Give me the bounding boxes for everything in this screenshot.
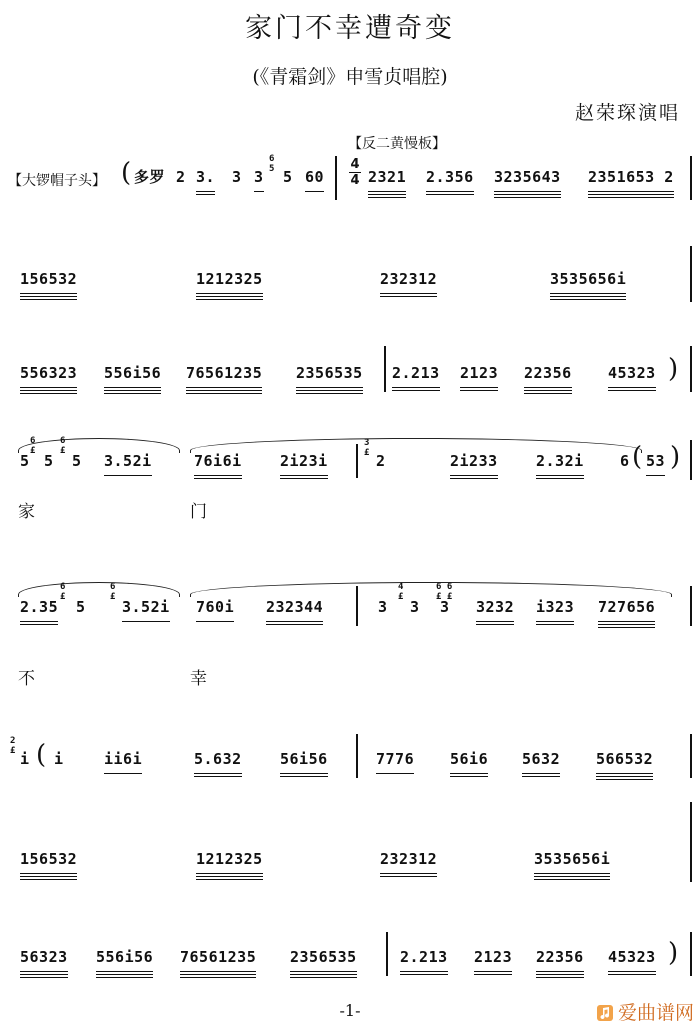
score-title: 家门不幸遭奇变 — [245, 13, 455, 44]
note-group: 56i6 — [450, 742, 488, 776]
note-group: 232312 — [380, 842, 437, 876]
bar-line — [690, 246, 692, 302]
bar-line — [384, 346, 386, 392]
note-group: 76561235 — [186, 356, 262, 390]
score-line-4 — [0, 436, 700, 504]
note-group: 5 — [72, 452, 82, 470]
note-group: 2 — [376, 452, 386, 470]
note-group: 5632 — [522, 742, 560, 776]
intro-label: 【大锣帽子头】 — [8, 173, 106, 189]
open-paren: ( — [121, 158, 132, 188]
note-group: 3.52i — [104, 444, 152, 478]
grace-note: 6 6 £ £ — [436, 582, 453, 602]
bar-line — [690, 440, 692, 480]
lyric-char: 不 — [18, 669, 35, 689]
note-group: 556323 — [20, 356, 77, 390]
score-line-5 — [0, 582, 700, 650]
grace-note: 6 5 — [269, 154, 275, 174]
note-group: 556i56 — [104, 356, 161, 390]
note-group: 76i6i — [194, 444, 242, 478]
note-group: 2356535 — [296, 356, 363, 390]
note-group: 2i233 — [450, 444, 498, 478]
note-group: 3235643 — [494, 160, 561, 194]
site-watermark — [596, 998, 694, 1025]
lyric-char: 门 — [190, 502, 207, 522]
note-group: 45323 — [608, 356, 656, 390]
note-group: 566532 — [596, 742, 653, 776]
note-group: 2123 — [460, 356, 498, 390]
note-group: 53 — [646, 444, 665, 478]
score-subtitle: (《青霜剑》申雪贞唱腔) — [252, 66, 448, 88]
note-group: 5 — [283, 168, 293, 186]
note-group: 232344 — [266, 590, 323, 624]
watermark-text: 爱曲谱网 — [617, 1002, 694, 1024]
bar-line — [386, 932, 388, 976]
bar-line — [356, 444, 358, 478]
note-group: 760i — [196, 590, 234, 624]
note-group: 1212325 — [196, 842, 263, 876]
note-group: 6 — [620, 452, 630, 470]
note-group: 2356535 — [290, 940, 357, 974]
note-group: 156532 — [20, 842, 77, 876]
note-group: 3 — [254, 160, 264, 194]
note-group: 2.213 — [392, 356, 440, 390]
note-group: 3 — [440, 598, 450, 616]
note-group: 56323 — [20, 940, 68, 974]
close-paren: ) — [668, 938, 679, 968]
note-group: 5 — [76, 598, 86, 616]
grace-note: 6 £ — [60, 582, 66, 602]
lyric-char: 家 — [18, 502, 35, 522]
note-group: 7776 — [376, 742, 414, 776]
note-group: 2123 — [474, 940, 512, 974]
bar-line — [690, 932, 692, 976]
note-group: 3 — [410, 598, 420, 616]
score-line-3 — [0, 356, 700, 416]
note-group: 2351653 2 — [588, 160, 674, 194]
note-group: 2i23i — [280, 444, 328, 478]
note-group: 3232 — [476, 590, 514, 624]
bar-line — [690, 802, 692, 882]
note-group: i — [20, 750, 30, 768]
note-group: 22356 — [524, 356, 572, 390]
grace-note: 3 £ — [364, 438, 370, 458]
note-group: 2.213 — [400, 940, 448, 974]
note-group: 5 — [44, 452, 54, 470]
note-group: 5.632 — [194, 742, 242, 776]
note-group: 3. — [196, 160, 215, 194]
note-group: i323 — [536, 590, 574, 624]
page-number: -1- — [339, 1001, 361, 1020]
note-group: 2.35 — [20, 590, 58, 624]
bar-line — [335, 156, 337, 200]
bar-line — [690, 586, 692, 626]
note-group: 3.52i — [122, 590, 170, 624]
score-line-2 — [0, 262, 700, 322]
score-line-6 — [0, 736, 700, 802]
score-line-7 — [0, 842, 700, 902]
note-group: 60 — [305, 160, 324, 194]
grace-note: 6 £ — [30, 436, 36, 456]
note-group: 多罗 — [134, 168, 166, 186]
note-group: 3 — [378, 598, 388, 616]
open-paren: ( — [36, 740, 47, 770]
bar-line — [690, 346, 692, 392]
note-group: 1212325 — [196, 262, 263, 296]
bar-line — [356, 586, 358, 626]
note-group: 3535656i — [534, 842, 610, 876]
grace-note: 4 £ — [398, 582, 404, 602]
note-group: 727656 — [598, 590, 655, 624]
close-paren: ) — [670, 442, 681, 472]
lyric-char: 幸 — [190, 669, 207, 689]
note-group: 3 — [232, 168, 242, 186]
score-line-8 — [0, 940, 700, 1000]
bar-line — [690, 156, 692, 200]
bar-line — [690, 734, 692, 778]
note-group: ii6i — [104, 742, 142, 776]
grace-note: 6 £ — [110, 582, 116, 602]
music-note-icon — [596, 1004, 614, 1022]
grace-note: 2 £ — [10, 736, 16, 756]
note-group: 156532 — [20, 262, 77, 296]
note-group: 5 — [20, 452, 30, 470]
grace-note: 6 £ — [60, 436, 66, 456]
note-group: 232312 — [380, 262, 437, 296]
score-line-1 — [0, 154, 700, 220]
note-group: 2.32i — [536, 444, 584, 478]
note-group: i — [54, 750, 64, 768]
time-signature-top: 4 — [350, 157, 360, 172]
note-group: 22356 — [536, 940, 584, 974]
tempo-mark: 【反二黄慢板】 — [348, 136, 446, 152]
note-group: 2.356 — [426, 160, 474, 194]
close-paren: ) — [668, 354, 679, 384]
note-group: 76561235 — [180, 940, 256, 974]
note-group: 3535656i — [550, 262, 626, 296]
bar-line — [356, 734, 358, 778]
note-group: 45323 — [608, 940, 656, 974]
time-signature-bottom: 4 — [350, 173, 360, 188]
note-group: 556i56 — [96, 940, 153, 974]
open-paren: ( — [632, 442, 643, 472]
note-group: 56i56 — [280, 742, 328, 776]
singer-credit: 赵荣琛演唱 — [574, 102, 680, 124]
note-group: 2321 — [368, 160, 406, 194]
note-group: 2 — [176, 168, 186, 186]
